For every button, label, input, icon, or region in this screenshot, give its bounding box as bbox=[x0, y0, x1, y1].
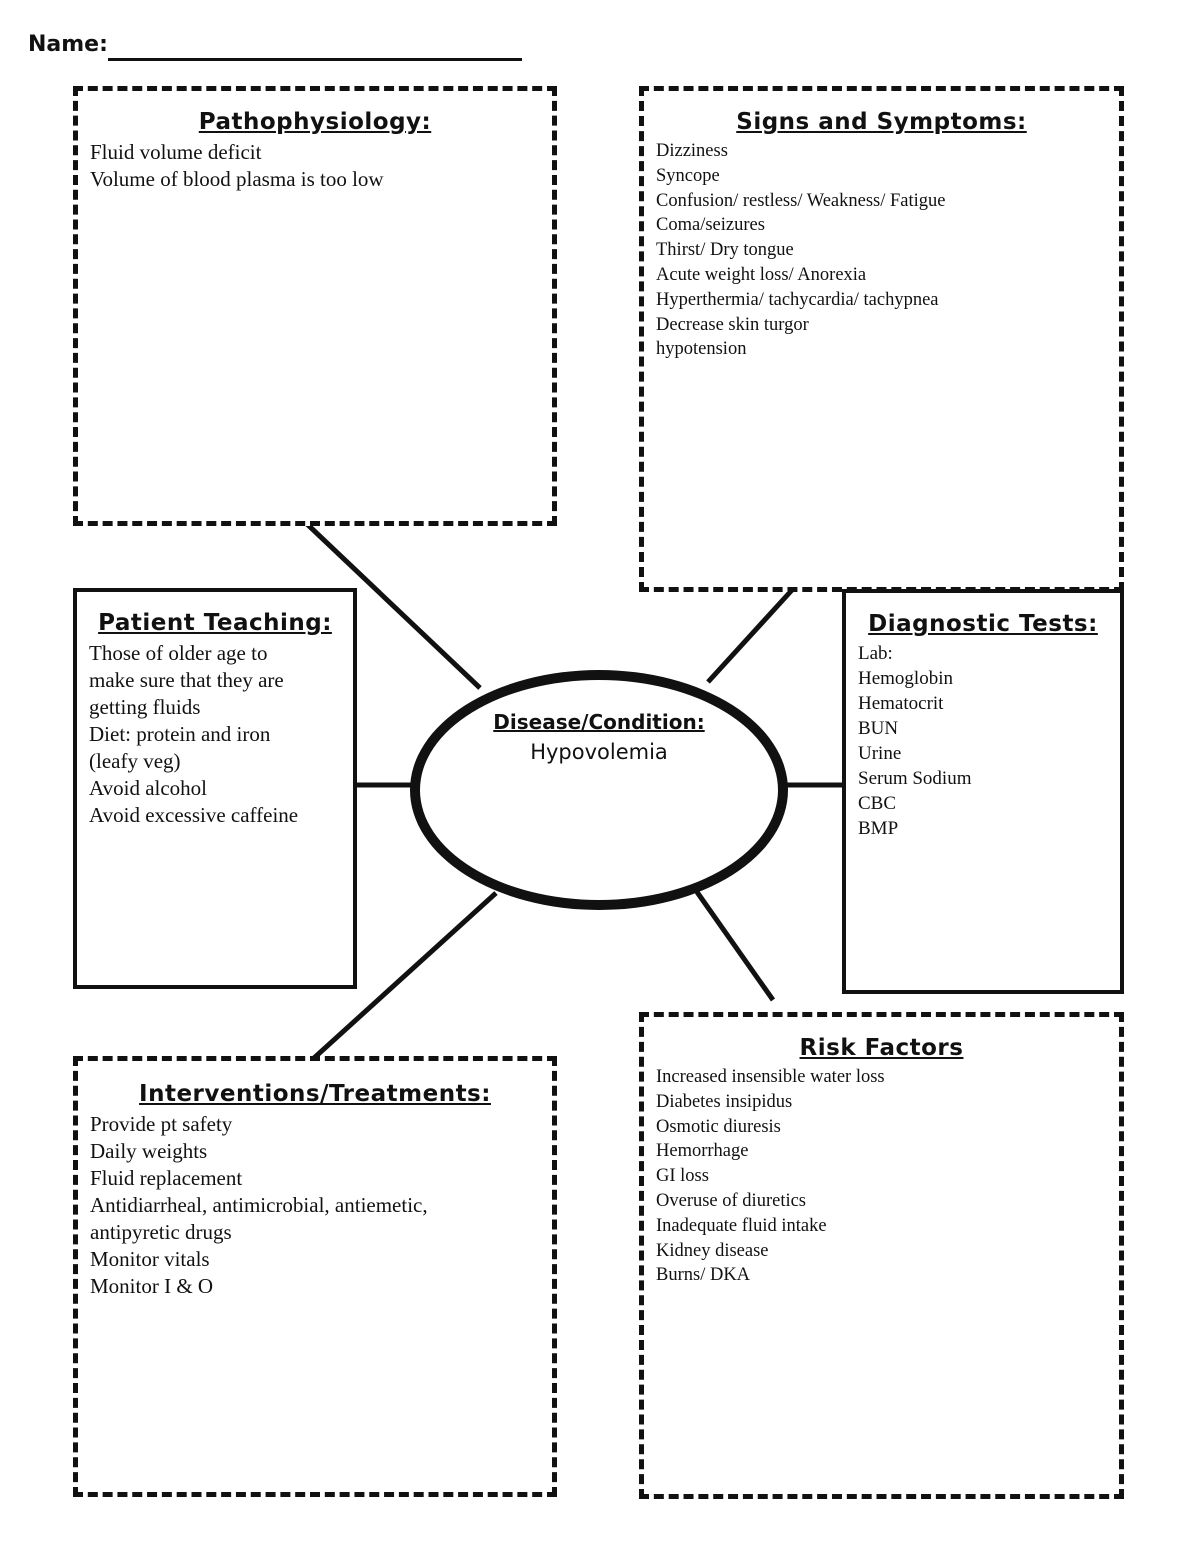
list-item: Inadequate fluid intake bbox=[656, 1215, 827, 1236]
pathophysiology-box bbox=[73, 86, 557, 526]
list-item: Volume of blood plasma is too low bbox=[90, 167, 384, 191]
list-item: Avoid excessive caffeine bbox=[89, 803, 299, 827]
list-item: antipyretic drugs bbox=[90, 1220, 232, 1244]
list-item: Syncope bbox=[656, 165, 720, 186]
list-item: Antidiarrheal, antimicrobial, antiemetic, bbox=[90, 1193, 428, 1217]
signs-symptoms-box bbox=[639, 86, 1124, 592]
list-item: Diet: protein and iron bbox=[89, 722, 271, 746]
patient-teaching-box bbox=[73, 588, 357, 989]
pathophysiology-list bbox=[90, 139, 540, 193]
list-item: Avoid alcohol bbox=[89, 776, 208, 800]
list-item: Acute weight loss/ Anorexia bbox=[656, 264, 867, 285]
diagnostic-tests-box bbox=[842, 589, 1124, 994]
list-item: BMP bbox=[858, 818, 899, 839]
list-item: Lab: bbox=[858, 643, 893, 664]
list-item: Dizziness bbox=[656, 141, 728, 161]
patient-teaching-list bbox=[89, 640, 341, 829]
list-item: Hematocrit bbox=[858, 693, 944, 714]
list-item: Monitor I & O bbox=[90, 1274, 214, 1298]
list-item: BUN bbox=[858, 718, 899, 739]
list-item: Urine bbox=[858, 743, 902, 764]
list-item: Decrease skin turgor bbox=[656, 314, 809, 335]
risk-factors-box bbox=[639, 1012, 1124, 1499]
disease-condition-title: Disease/Condition: bbox=[493, 710, 705, 734]
list-item: Thirst/ Dry tongue bbox=[656, 240, 794, 261]
list-item: Confusion/ restless/ Weakness/ Fatigue bbox=[656, 190, 946, 211]
list-item: Overuse of diuretics bbox=[656, 1190, 807, 1211]
connector-signs bbox=[708, 590, 792, 682]
connector-risk bbox=[697, 892, 773, 1000]
list-item: CBC bbox=[858, 793, 897, 814]
list-item: Monitor vitals bbox=[90, 1247, 210, 1271]
name-label: Name: bbox=[28, 32, 108, 57]
list-item: make sure that they are bbox=[89, 668, 284, 692]
list-item: Coma/seizures bbox=[656, 215, 765, 236]
interventions-box bbox=[73, 1056, 557, 1497]
list-item: Burns/ DKA bbox=[656, 1265, 751, 1286]
patient-teaching-title: Patient Teaching: bbox=[98, 610, 332, 636]
list-item: Those of older age to bbox=[89, 641, 268, 665]
diagnostic-tests-title: Diagnostic Tests: bbox=[868, 611, 1098, 637]
list-item: Hyperthermia/ tachycardia/ tachypnea bbox=[656, 289, 939, 310]
list-item: Hemoglobin bbox=[858, 668, 953, 689]
list-item: Provide pt safety bbox=[90, 1112, 233, 1136]
disease-condition-ellipse bbox=[410, 670, 788, 910]
list-item: Osmotic diuresis bbox=[656, 1116, 781, 1137]
list-item: Fluid volume deficit bbox=[90, 140, 262, 164]
list-item: getting fluids bbox=[89, 695, 201, 719]
list-item: (leafy veg) bbox=[89, 749, 181, 773]
list-item: Diabetes insipidus bbox=[656, 1091, 793, 1112]
list-item: GI loss bbox=[656, 1166, 709, 1187]
interventions-list bbox=[90, 1111, 540, 1300]
list-item: Increased insensible water loss bbox=[656, 1067, 885, 1087]
risk-factors-title: Risk Factors bbox=[799, 1035, 964, 1061]
signs-symptoms-title: Signs and Symptoms: bbox=[736, 109, 1027, 135]
list-item: Serum Sodium bbox=[858, 768, 972, 789]
list-item: Kidney disease bbox=[656, 1240, 769, 1261]
disease-condition-value: Hypovolemia bbox=[530, 740, 668, 764]
signs-symptoms-list bbox=[656, 139, 1107, 362]
diagnostic-tests-list bbox=[858, 641, 1108, 841]
list-item: Daily weights bbox=[90, 1139, 208, 1163]
list-item: hypotension bbox=[656, 339, 747, 360]
list-item: Hemorrhage bbox=[656, 1141, 749, 1162]
pathophysiology-title: Pathophysiology: bbox=[198, 109, 432, 135]
list-item: Fluid replacement bbox=[90, 1166, 243, 1190]
interventions-title: Interventions/Treatments: bbox=[139, 1081, 491, 1107]
risk-factors-list bbox=[656, 1065, 1107, 1288]
